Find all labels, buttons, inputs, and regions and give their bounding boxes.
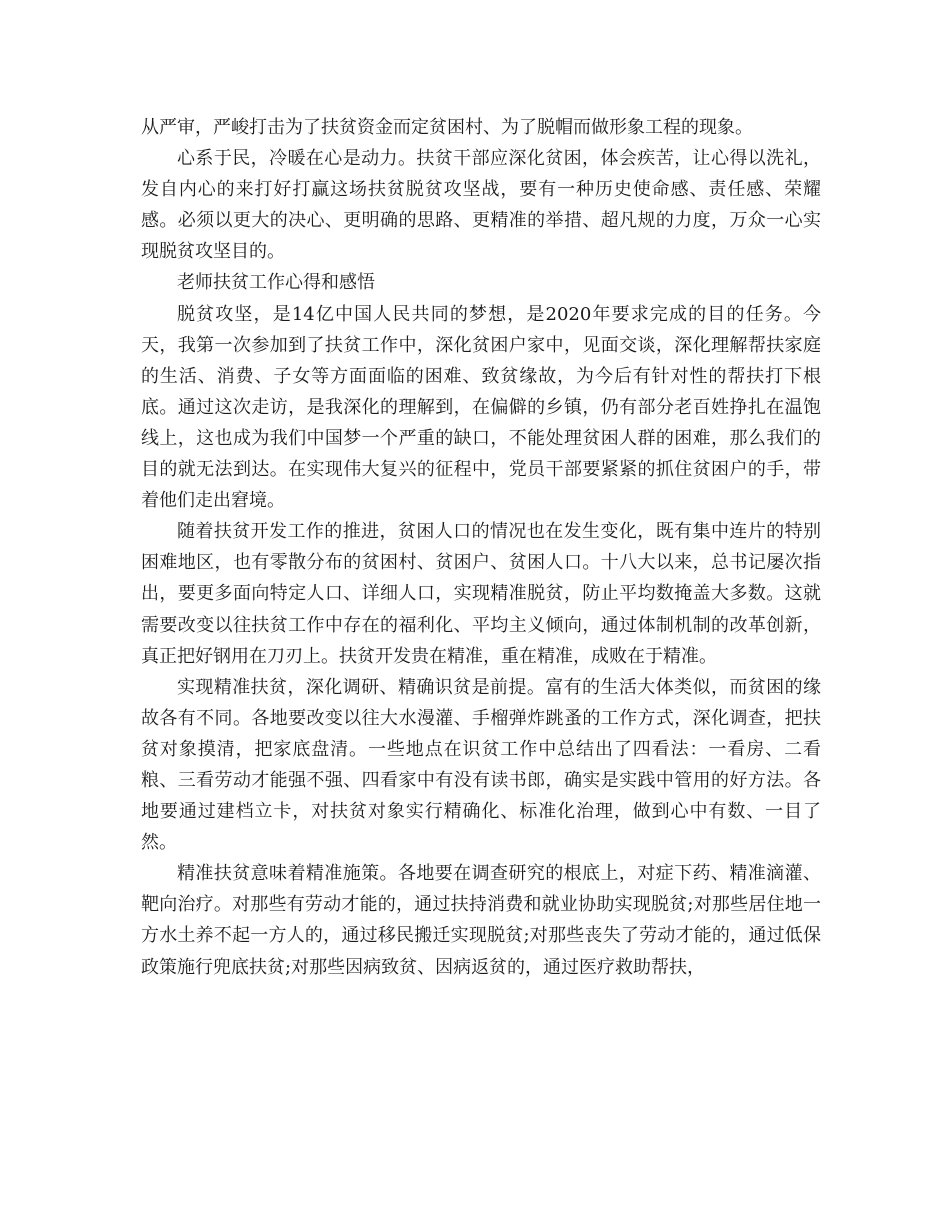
- paragraph: 脱贫攻坚，是14亿中国人民共同的梦想，是2020年要求完成的目的任务。今天，我第一次参加到了扶贫工作中，深化贫困户家中，见面交谈，深化理解帮扶家庭的生活、消费、子女等方面面临的困难、致贫缘故，为今后有针对性的帮扶打下根底。通过这次走访，是我深化的理解到，在偏僻的乡镇，仍有部分老百姓挣扎在温饱线上，这也成为我们中国梦一个严重的缺口，不能处理贫困人群的困难，那么我们的目的就无法到达。在实现伟大复兴的征程中，党员干部要紧紧的抓住贫困户的手，带着他们走出窘境。: [141, 303, 821, 512]
- paragraph: 实现精准扶贫，深化调研、精确识贫是前提。富有的生活大体类似，而贫困的缘故各有不同。各地要改变以往大水漫灌、手榴弹炸跳蚤的工作方式，深化调查，把扶贫对象摸清，把家底盘清。一些地点在识贫工作中总结出了四看法：一看房、二看粮、三看劳动才能强不强、四看家中有没有读书郎，确实是实践中管用的好方法。各地要通过建档立卡，对扶贫对象实行精确化、标准化治理，做到心中有数、一目了然。: [141, 676, 821, 854]
- section-heading: 老师扶贫工作心得和感悟: [177, 272, 375, 294]
- paragraph: 精准扶贫意味着精准施策。各地要在调查研究的根底上，对症下药、精准滴灌、靶向治疗。对那些有劳动才能的，通过扶持消费和就业协助实现脱贫;对那些居住地一方水土养不起一方人的，通过移民搬迁实现脱贫;对那些丧失了劳动才能的，通过低保政策施行兜底扶贫;对那些因病致贫、因病返贫的，通过医疗救助帮扶，: [141, 863, 821, 978]
- paragraph: 随着扶贫开发工作的推进，贫困人口的情况也在发生变化，既有集中连片的特别困难地区，也有零散分布的贫困村、贫困户、贫困人口。十八大以来，总书记屡次指出，要更多面向特定人口、详细人口，实现精准脱贫，防止平均数掩盖大多数。这就需要改变以往扶贫工作中存在的福利化、平均主义倾向，通过体制机制的改革创新，真正把好钢用在刀刃上。扶贫开发贵在精准，重在精准，成败在于精准。: [141, 521, 821, 667]
- paragraph-continuation: 从严审，严峻打击为了扶贫资金而定贫困村、为了脱帽而做形象工程的现象。: [141, 117, 753, 138]
- paragraph: 心系于民，冷暖在心是动力。扶贫干部应深化贫困，体会疾苦，让心得以洗礼，发自内心的来打好打赢这场扶贫脱贫攻坚战，要有一种历史使命感、责任感、荣耀感。必须以更大的决心、更明确的思路、更精准的举措、超凡规的力度，万众一心实现脱贫攻坚目的。: [141, 148, 821, 263]
- document-body: [141, 112, 821, 983]
